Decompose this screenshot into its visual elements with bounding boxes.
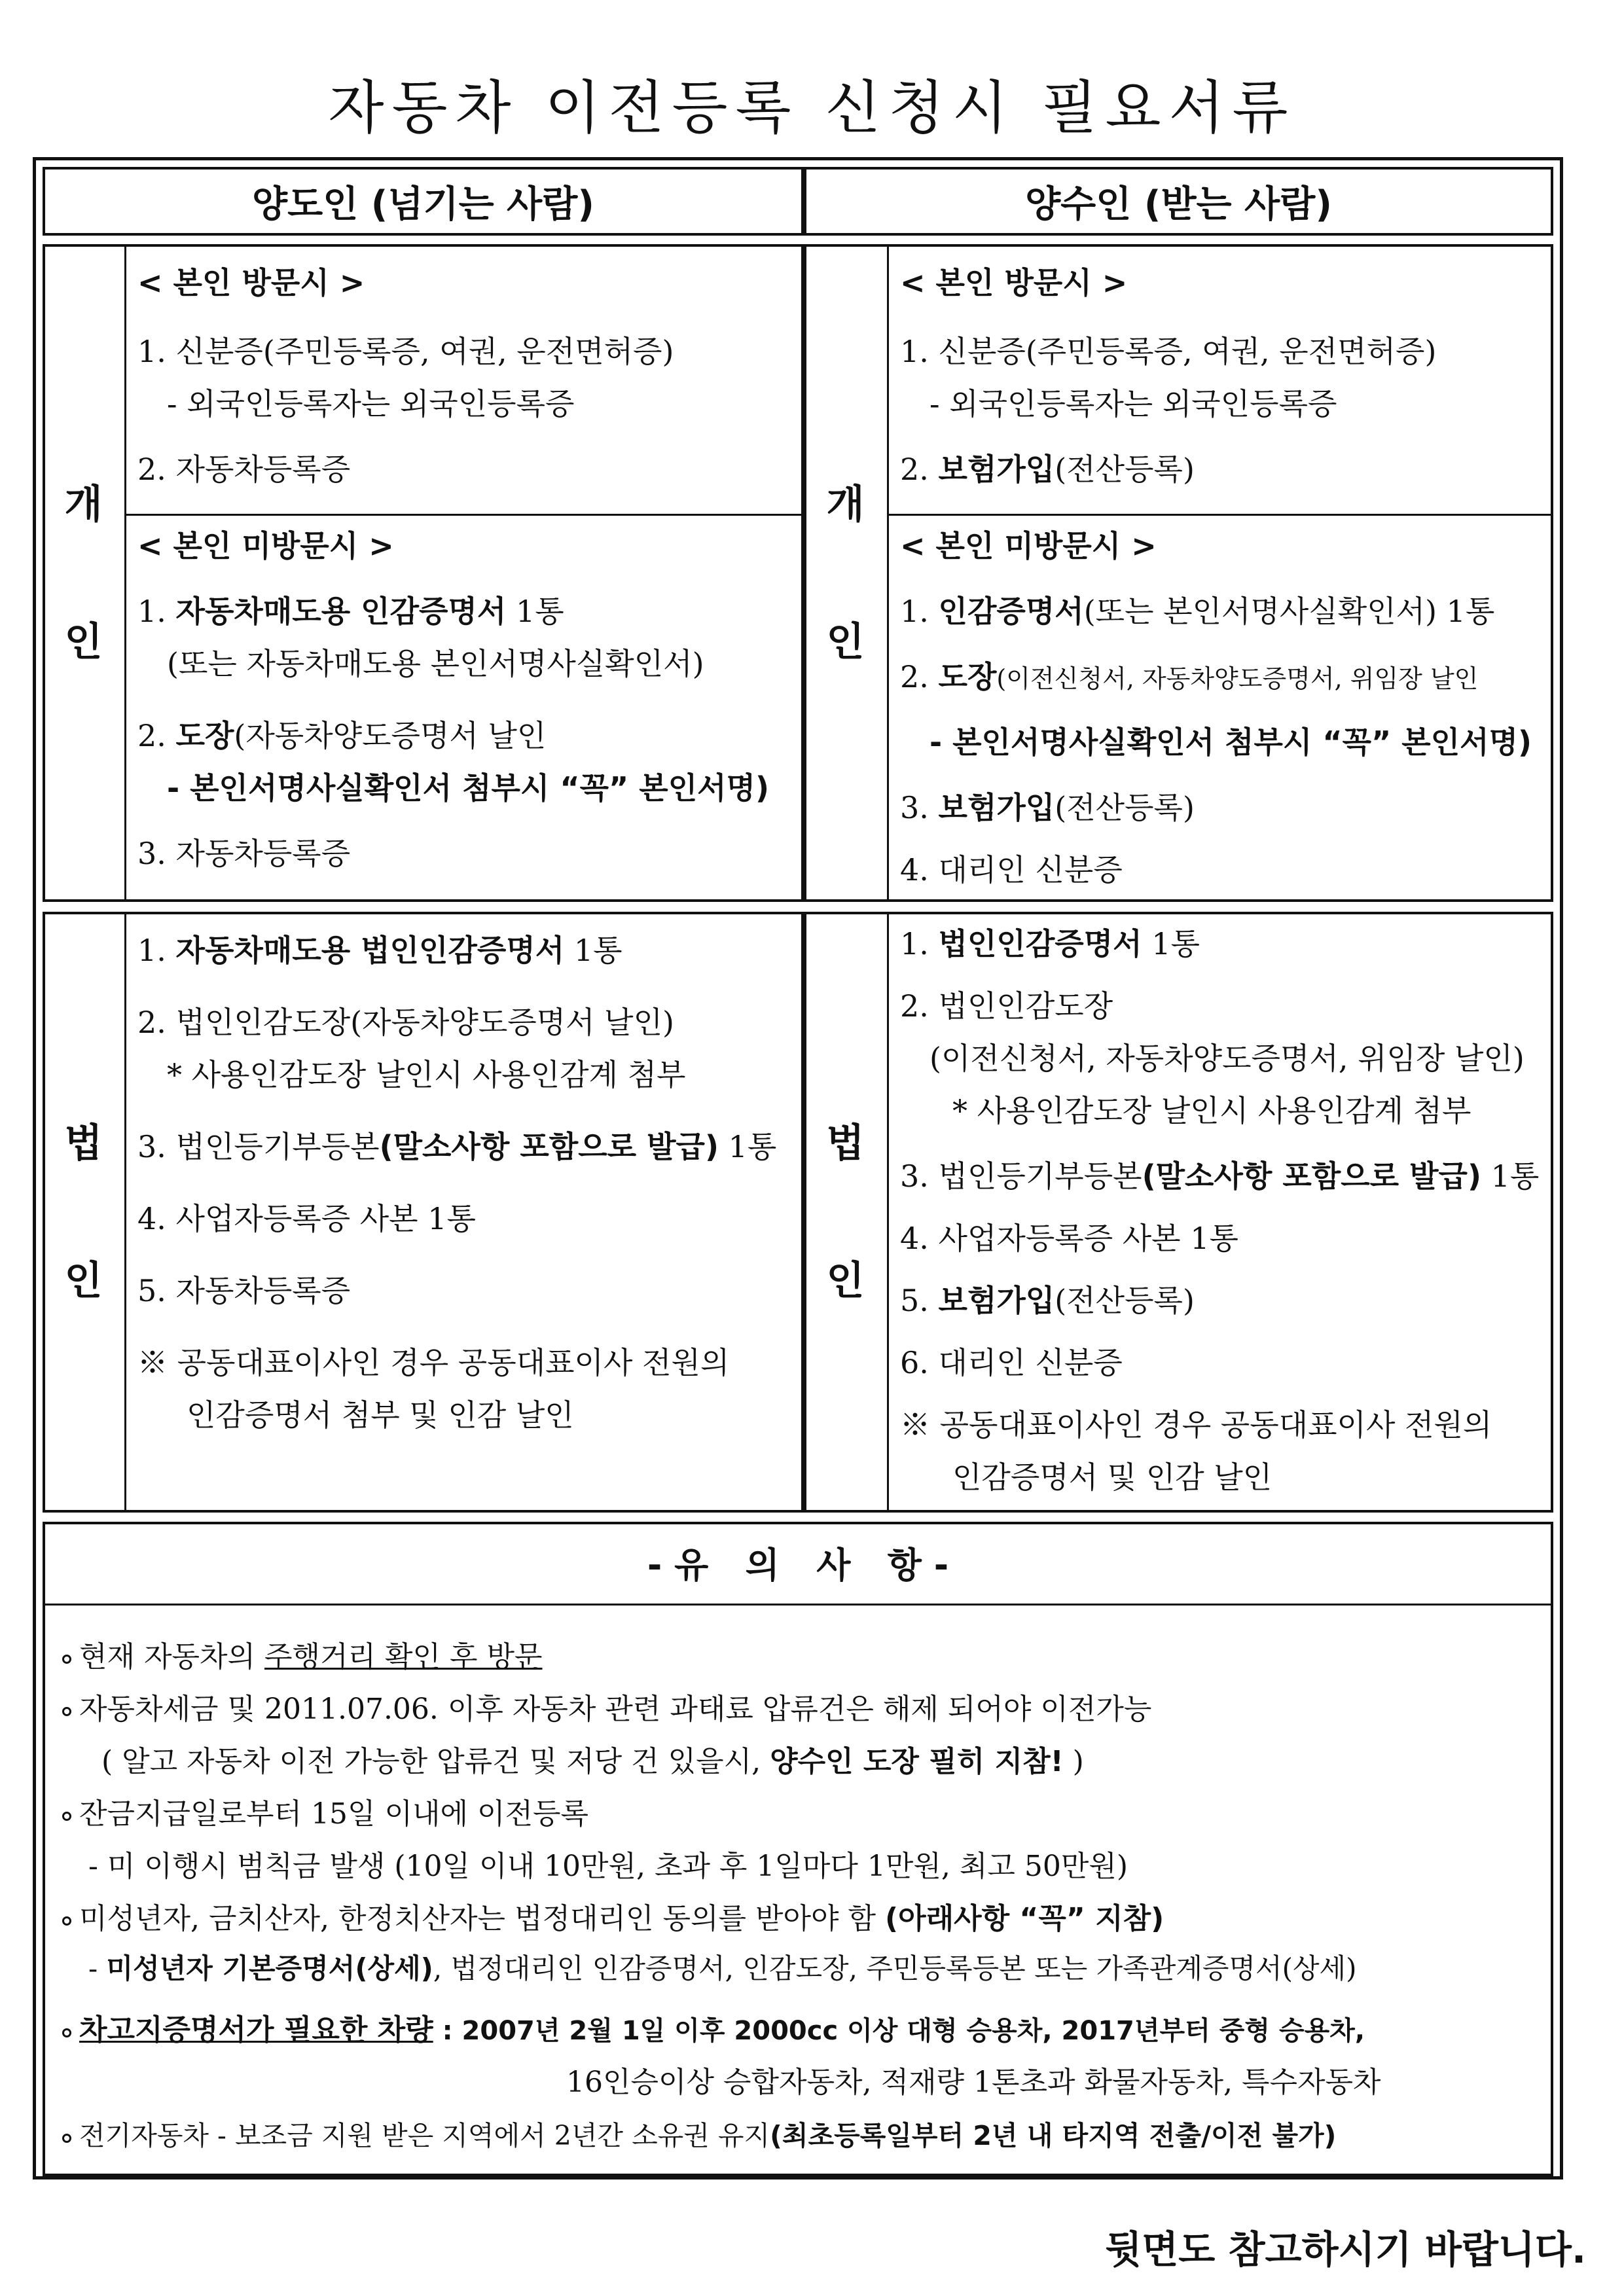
bullet-icon	[62, 2134, 71, 2143]
notice-item-5-sub: 16인승이상 승합자동차, 적재량 1톤초과 화물자동차, 특수자동차	[566, 2066, 1381, 2099]
bullet-icon	[62, 1916, 71, 1926]
label-char: 개	[826, 481, 865, 528]
seller-visit-item-1-sub: - 외국인등록자는 외국인등록증	[167, 386, 575, 422]
notice-item-4: 미성년자, 금치산자, 한정치산자는 법정대리인 동의를 받아야 함 (아래사항 “꼭” 지참)	[62, 1895, 1164, 1937]
divider	[887, 514, 1553, 516]
buyer-nonvisit-item-2-sub: - 본인서명사실확인서 첨부시 “꼭” 본인서명)	[929, 725, 1532, 760]
notice-item-4-sub: - 미성년자 기본증명서(상세), 법정대리인 인감증명서, 인감도장, 주민등록등본 또는 가족관계증명서(상세)	[88, 1952, 1357, 1984]
seller-corp-item-2: 2. 법인인감도장(자동차양도증명서 날인)	[137, 1005, 675, 1040]
divider	[124, 244, 126, 902]
notice-item-2: 자동차세금 및 2011.07.06. 이후 자동차 관련 과태료 압류건은 해제 되어야 이전가능	[62, 1685, 1151, 1727]
label-char: 인	[826, 1258, 865, 1304]
divider	[43, 1604, 1553, 1605]
label-char: 인	[64, 1258, 103, 1304]
seller-corp-item-4: 4. 사업자등록증 사본 1통	[137, 1201, 476, 1236]
label-char: 개	[64, 481, 103, 528]
buyer-corp-note: ※ 공동대표이사인 경우 공동대표이사 전원의	[900, 1407, 1492, 1443]
label-individual-seller	[43, 244, 124, 902]
buyer-corp-item-6: 6. 대리인 신분증	[900, 1345, 1123, 1380]
seller-nonvisit-item-2: 2. 도장(자동차양도증명서 날인	[137, 718, 547, 753]
header-buyer: 양수인 (받는 사람)	[1025, 183, 1332, 226]
buyer-visit-item-1-sub: - 외국인등록자는 외국인등록증	[929, 386, 1337, 422]
buyer-corp-item-2-sub: (이전신청서, 자동차양도증명서, 위임장 날인)	[929, 1041, 1525, 1076]
buyer-corp-item-5: 5. 보험가입(전산등록)	[900, 1283, 1195, 1318]
buyer-corp-item-3: 3. 법인등기부등본(말소사항 포함으로 발급) 1통	[900, 1158, 1540, 1194]
label-corp-buyer	[804, 912, 887, 1513]
footer-note: 뒷면도 참고하시기 바랍니다.	[1105, 2227, 1586, 2272]
bullet-icon	[62, 1707, 71, 1716]
notice-title: - 유 의 사 항 -	[647, 1545, 949, 1586]
bullet-icon	[62, 2028, 71, 2037]
buyer-nonvisit-title: < 본인 미방문시 >	[900, 528, 1157, 564]
notice-item-3-sub: - 미 이행시 범칙금 발생 (10일 이내 10만원, 초과 후 1일마다 1만원, 최고 50만원)	[88, 1850, 1128, 1883]
seller-corp-note: ※ 공동대표이사인 경우 공동대표이사 전원의	[137, 1345, 730, 1380]
seller-corp-item-2-sub: * 사용인감도장 날인시 사용인감계 첨부	[167, 1057, 686, 1092]
divider	[887, 912, 889, 1513]
label-char: 법	[826, 1121, 865, 1166]
header-seller: 양도인 (넘기는 사람)	[252, 183, 594, 226]
seller-nonvisit-item-1: 1. 자동차매도용 인감증명서 1통	[137, 594, 564, 629]
seller-nonvisit-item-3: 3. 자동차등록증	[137, 836, 351, 871]
seller-corp-note-sub: 인감증명서 첨부 및 인감 날인	[187, 1397, 574, 1433]
divider	[887, 244, 889, 902]
buyer-nonvisit-item-3: 3. 보험가입(전산등록)	[900, 790, 1195, 825]
buyer-visit-item-2: 2. 보험가입(전산등록)	[900, 452, 1195, 487]
buyer-corp-item-2: 2. 법인인감도장	[900, 988, 1113, 1024]
buyer-corp-item-1: 1. 법인인감증명서 1통	[900, 926, 1200, 961]
page-title: 자동차 이전등록 신청시 필요서류	[328, 74, 1296, 141]
buyer-nonvisit-item-1: 1. 인감증명서(또는 본인서명사실확인서) 1통	[900, 594, 1495, 629]
seller-nonvisit-item-1-sub: (또는 자동차매도용 본인서명사실확인서)	[167, 646, 704, 681]
seller-nonvisit-title: < 본인 미방문시 >	[137, 528, 394, 564]
notice-item-5: 차고지증명서가 필요한 차량 : 2007년 2월 1일 이후 2000cc 이상 대형 승용차, 2017년부터 중형 승용차,	[62, 2006, 1365, 2048]
divider	[124, 912, 126, 1513]
bullet-icon	[62, 1812, 71, 1821]
seller-corp-item-3: 3. 법인등기부등본(말소사항 포함으로 발급) 1통	[137, 1129, 777, 1164]
buyer-visit-title: < 본인 방문시 >	[900, 265, 1128, 300]
seller-visit-item-2: 2. 자동차등록증	[137, 452, 351, 487]
label-char: 법	[64, 1121, 103, 1166]
bullet-icon	[62, 1655, 71, 1664]
notice-item-2-sub: ( 알고 자동차 이전 가능한 압류건 및 저당 건 있을시, 양수인 도장 필히 지참! )	[101, 1745, 1084, 1778]
buyer-corp-item-2-sub2: * 사용인감도장 날인시 사용인감계 첨부	[952, 1093, 1471, 1128]
label-individual-buyer	[804, 244, 887, 902]
buyer-visit-item-1: 1. 신분증(주민등록증, 여권, 운전면허증)	[900, 334, 1437, 369]
seller-corp-item-5: 5. 자동차등록증	[137, 1273, 351, 1308]
buyer-nonvisit-item-2: 2. 도장(이전신청서, 자동차양도증명서, 위임장 날인	[900, 659, 1479, 694]
buyer-corp-item-4: 4. 사업자등록증 사본 1통	[900, 1221, 1238, 1256]
document-frame	[33, 157, 1563, 2179]
notice-item-1: 현재 자동차의 주행거리 확인 후 방문	[62, 1633, 543, 1675]
buyer-nonvisit-item-4: 4. 대리인 신분증	[900, 852, 1123, 888]
seller-visit-title: < 본인 방문시 >	[137, 265, 365, 300]
seller-visit-item-1: 1. 신분증(주민등록증, 여권, 운전면허증)	[137, 334, 674, 369]
seller-nonvisit-item-2-sub: - 본인서명사실확인서 첨부시 “꼭” 본인서명)	[167, 770, 770, 806]
label-char: 인	[826, 619, 865, 665]
buyer-corp-note-sub: 인감증명서 및 인감 날인	[952, 1460, 1272, 1495]
notice-item-6: 전기자동차 - 보조금 지원 받은 지역에서 2년간 소유권 유지(최초등록일부터 2년 내 타지역 전출/이전 불가)	[62, 2114, 1336, 2153]
divider	[124, 514, 804, 516]
seller-corp-item-1: 1. 자동차매도용 법인인감증명서 1통	[137, 933, 623, 968]
label-char: 인	[64, 619, 103, 665]
label-corp-seller	[43, 912, 124, 1513]
notice-item-3: 잔금지급일로부터 15일 이내에 이전등록	[62, 1790, 588, 1832]
